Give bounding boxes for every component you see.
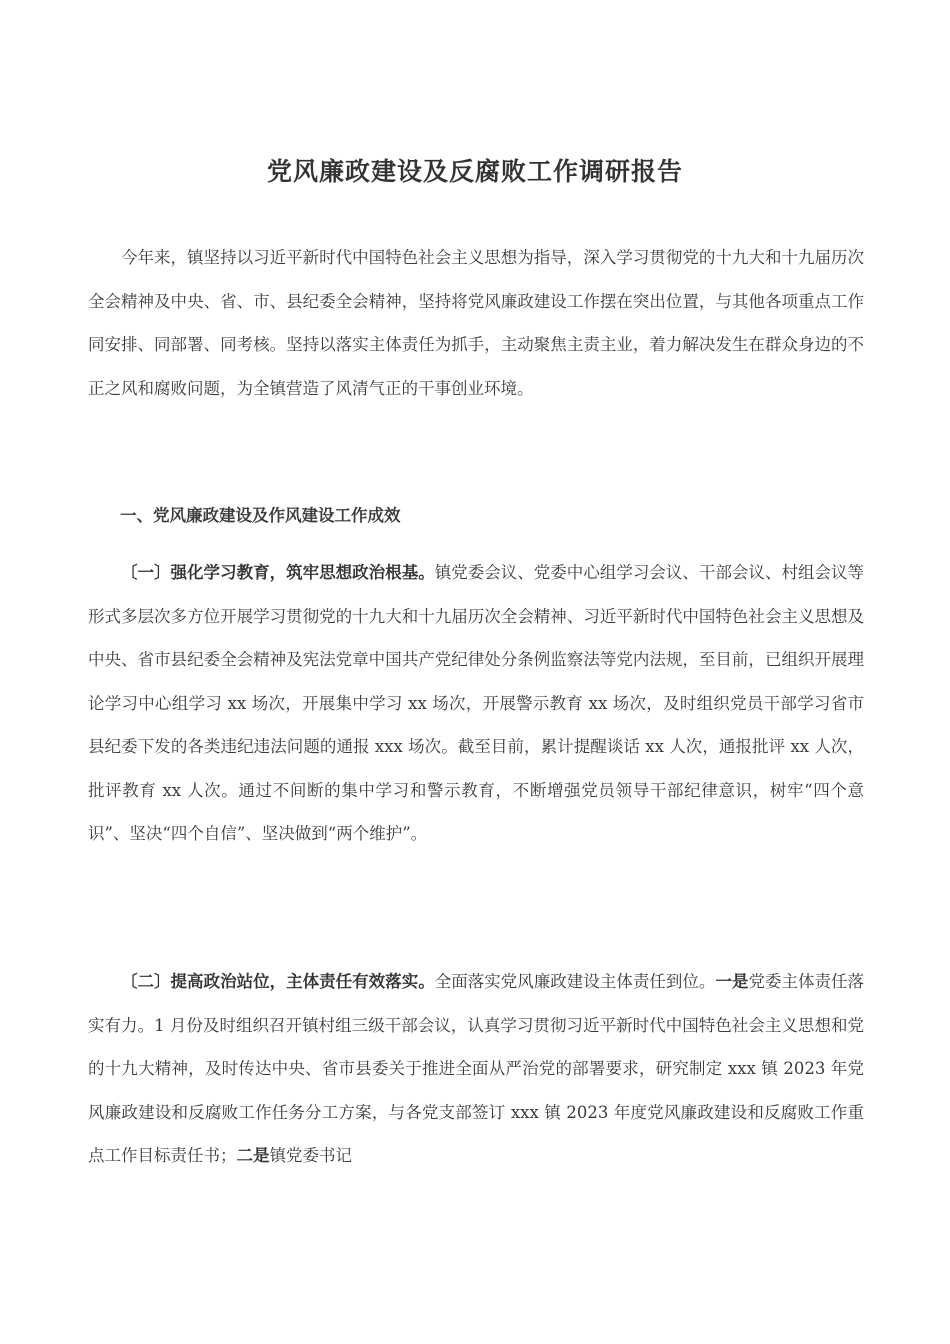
subsection-2-text-c: 镇党委书记 [269,1146,352,1165]
subsection-1-paragraph [88,551,864,856]
intro-paragraph: 今年来，镇坚持以习近平新时代中国特色社会主义思想为指导，深入学习贯彻党的十九大和十九届历次全会精神及中央、省、市、县纪委全会精神，坚持将党风廉政建设工作摆在突出位置，与其他各项重点工作同安排、同部署、同考核。坚持以落实主体责任为抓手，主动聚焦主责主业，着力解决发生在群众身边的不正之风和腐败问题，为全镇营造了风清气正的干事创业环境。 [88,248,864,398]
subsection-2-first-marker: 一是 [715,972,749,991]
subsection-2-text-a: 全面落实党风廉政建设主体责任到位。 [434,972,716,991]
subsection-2-second-marker: 二是 [236,1146,270,1165]
subsection-1-heading: 〔一〕强化学习教育，筑牢思想政治根基。 [121,563,435,582]
subsection-2-text-b: 党委主体责任落实有力。1 月份及时组织召开镇村组三级干部会议，认真学习贯彻习近平新时代中国特色社会主义思想和党的十九大精神，及时传达中央、省市县委关于推进全面从严治党的部署要求，研究制定 xxx 镇 2023 年党风廉政建设和反腐败工作任务分工方案，与各党支部签订 xxx 镇 2023 年度党风廉政建设和反腐败工作重点工作目标责任书； [88,972,865,1165]
subsection-1-text: 镇党委会议、党委中心组学习会议、干部会议、村组会议等形式多层次多方位开展学习贯彻党的十九大和十九届历次全会精神、习近平新时代中国特色社会主义思想及中央、省市县纪委全会精神及宪法党章中国共产党纪律处分条例监察法等党内法规，至目前，已组织开展理论学习中心组学习 xx 场次，开展集中学习 xx 场次，开展警示教育 xx 场次，及时组织党员干部学习省市县纪委下发的各类违纪违法问题的通报 xxx 场次。截至目前，累计提醒谈话 xx 人次，通报批评 xx 人次，批评教育 xx 人次。通过不间断的集中学习和警示教育，不断增强党员领导干部纪律意识，树牢“四个意识”、坚决“四个自信”、坚决做到“两个维护”。 [88,563,865,843]
subsection-2-heading: 〔二〕提高政治站位，主体责任有效落实。 [121,972,435,991]
section-heading: 一、党风廉政建设及作风建设工作成效 [120,506,401,525]
document-title: 党风廉政建设及反腐败工作调研报告 [266,157,683,186]
subsection-2-paragraph [88,960,864,1178]
